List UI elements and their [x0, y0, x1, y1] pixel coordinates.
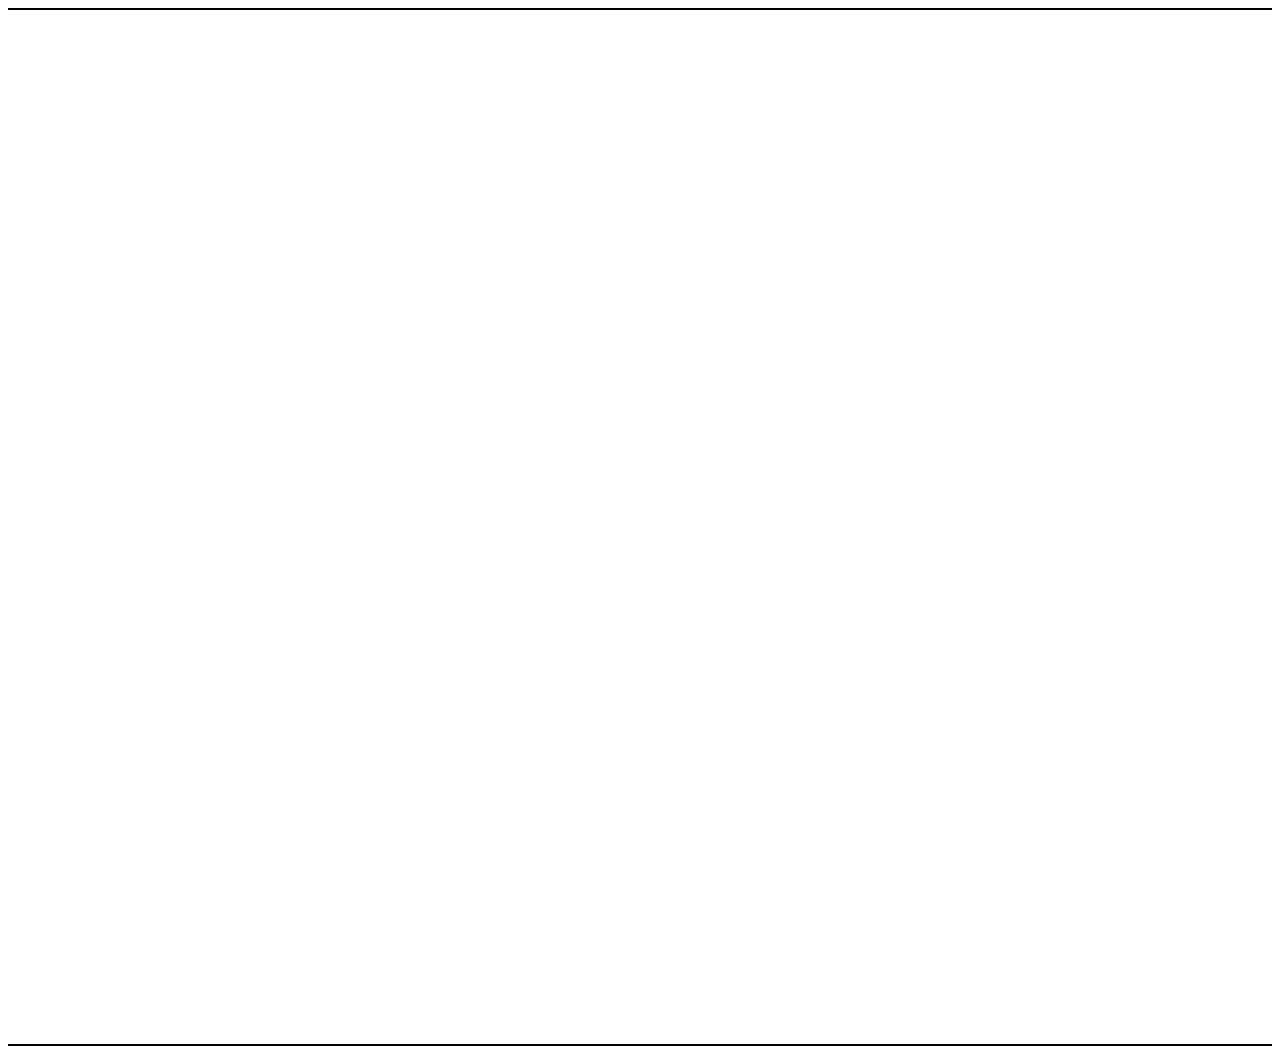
bottom-rule [8, 1044, 1272, 1046]
